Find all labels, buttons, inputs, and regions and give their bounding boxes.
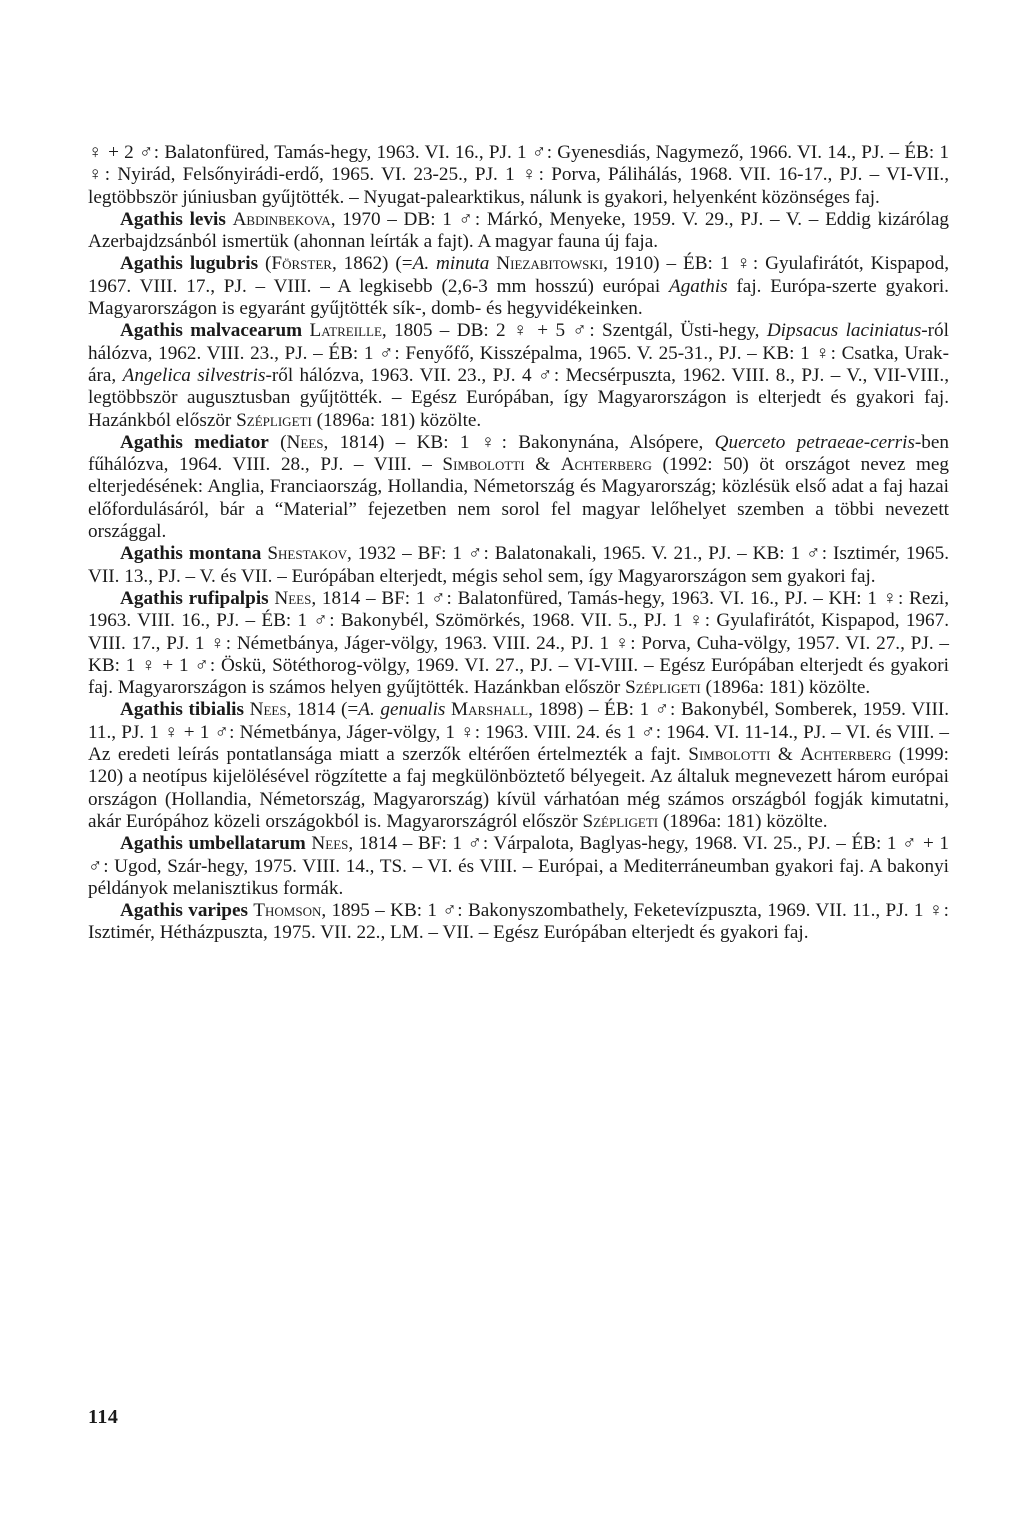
- author-name: Förster: [271, 253, 332, 275]
- plant-name: Angelica silvestris: [122, 364, 266, 386]
- habitat-name: Querceto petraeae-cerris: [714, 431, 915, 453]
- species-name: Agathis mediator: [120, 431, 269, 453]
- author-name: Marshall: [451, 699, 529, 721]
- entry-agathis-tibialis: [88, 699, 949, 833]
- author-name: Abdinbekova: [232, 208, 331, 230]
- page-body: [88, 142, 949, 945]
- author-name: Achterberg: [800, 744, 892, 766]
- entry-text: -ról hálózva, 1962. VIII. 23., PJ. – ÉB: 1 ♂: Fenyőfő, Kisszépalma, 1965. V. 25-31., PJ. – KB: 1 ♀: Csatka, Urak-ára,: [88, 320, 949, 386]
- entry-text: &: [770, 744, 801, 766]
- intro-paragraph: [88, 142, 949, 209]
- plant-name: Dipsacus laciniatus: [766, 320, 922, 342]
- entry-agathis-levis: [88, 209, 949, 254]
- entry-text: , 1814) – KB: 1 ♀: Bakonynána, Alsópere,: [323, 431, 715, 453]
- entry-text: (1896a: 181) közölte.: [700, 677, 871, 699]
- entry-text: , 1814 – BF: 1 ♂: Várpalota, Baglyas-hegy, 1968. VI. 25., PJ. – ÉB: 1 ♂ + 1 ♂: Ugod, Szár-hegy, 1975. VIII. 14., TS. – VI. és VIII. – Európai, a Mediterráneumban gyakori faj. A bakonyi példányok melanisztikus formák.: [88, 833, 949, 899]
- entry-agathis-umbellatarum: [88, 833, 949, 900]
- entry-agathis-lugubris: [88, 253, 949, 320]
- author-name: Szépligeti: [625, 677, 701, 699]
- author-name: Nees: [274, 587, 312, 609]
- species-name: Agathis levis: [120, 208, 226, 230]
- entry-text: (: [258, 253, 272, 275]
- author-name: Thomson: [253, 900, 322, 922]
- synonym-name: A. genualis: [358, 699, 446, 721]
- entry-text: (1999: 120) a neotípus kijelölésével rögzítette a faj megkülönböztető bélyegeit. Az általuk megnevezett három európai országon (Hollandia, Németország, Magyarország) kívül várhatóan még számos országból fogják kimutatni, akár Európához közeli országokból is. Magyarországról először: [88, 744, 949, 832]
- author-name: Nees: [311, 833, 349, 855]
- author-name: Achterberg: [560, 454, 652, 476]
- entry-agathis-varipes: [88, 900, 949, 945]
- entry-text: -ben fűhálózva, 1964. VIII. 28., PJ. – VIII. –: [88, 431, 950, 476]
- page-number: 114: [88, 1406, 119, 1428]
- species-name: Agathis montana: [120, 543, 262, 565]
- entry-text: , 1862) (=: [331, 253, 413, 275]
- species-name: Agathis tibialis: [120, 699, 244, 721]
- species-name: Agathis rufipalpis: [120, 587, 269, 609]
- species-name: Agathis varipes: [120, 900, 248, 922]
- author-name: Simbolotti: [688, 744, 771, 766]
- entry-text: -ről hálózva, 1963. VII. 23., PJ. 4 ♂: Mecsérpuszta, 1962. VIII. 8., PJ. – V., VII-VIII., legtöbbször augusztusban gyűjtötték. – Egész Európában, így Magyarországon is elterjedt és gyakori faj. Hazánkból először: [88, 364, 949, 431]
- entry-agathis-malvacearum: [88, 320, 949, 431]
- entry-text: , 1895 – KB: 1 ♂: Bakonyszombathely, Feketevízpuszta, 1969. VII. 11., PJ. 1 ♀: Isztimér, Hétházpuszta, 1975. VII. 22., LM. – VII. – Egész Európában elterjedt és gyakori faj.: [88, 900, 950, 944]
- entry-text: (1896a: 181) közölte.: [658, 810, 828, 832]
- author-name: Szépligeti: [582, 810, 659, 832]
- species-name: Agathis lugubris: [120, 253, 259, 275]
- entry-text: , 1898) – ÉB: 1 ♂: Bakonybél, Somberek, 1959. VIII. 11., PJ. 1 ♀ + 1 ♂: Németbánya, Jáger-völgy, 1 ♀: 1963. VIII. 24. és 1 ♂: 1964. VI. 11-14., PJ. – VI. és VIII. – Az eredeti leírás pontatlansága miatt a szerzők eltérően értelmezték a fajt.: [88, 699, 950, 766]
- genus-name: Agathis: [668, 275, 728, 297]
- entry-text: (1896a: 181) közölte.: [311, 409, 482, 431]
- entry-text: , 1932 – BF: 1 ♂: Balatonakali, 1965. V. 21., PJ. – KB: 1 ♂: Isztimér, 1965. VII. 13., PJ. – V. és VII. – Európában elterjedt, mégis sehol sem, így Magyarországon sem gyakori faj.: [88, 543, 950, 587]
- species-name: Agathis malvacearum: [120, 320, 303, 342]
- entry-text: (: [268, 431, 287, 453]
- entry-text: , 1910) – ÉB: 1 ♀: Gyulafirátót, Kispapod, 1967. VIII. 17., PJ. – VIII. – A legkisebb (2,6-3 mm hosszú) európai: [88, 253, 950, 297]
- entry-agathis-rufipalpis: [88, 588, 949, 699]
- author-name: Niezabitowski: [496, 253, 604, 275]
- entry-agathis-mediator: [88, 432, 949, 543]
- author-name: Nees: [286, 431, 324, 453]
- author-name: Latreille: [309, 320, 382, 342]
- entry-text: (1992: 50) öt országot nevez meg elterjedésének: Anglia, Franciaország, Hollandia, Németország és Magyarország; közlésük első adat a faj hazai előfordulásáról, bár a “Material” fejezetben nem sorol fel magyar lelőhelyet szemben a többi nevezett országgal.: [88, 454, 949, 543]
- synonym-name: A. minuta: [412, 253, 490, 275]
- species-name: Agathis umbellatarum: [120, 833, 306, 855]
- intro-text: ♀ + 2 ♂: Balatonfüred, Tamás-hegy, 1963. VI. 16., PJ. 1 ♂: Gyenesdiás, Nagymező, 1966. VI. 14., PJ. – ÉB: 1 ♀: Nyirád, Felsőnyirádi-erdő, 1965. VI. 23-25., PJ. 1 ♀: Porva, Pálihálás, 1968. VII. 16-17., PJ. – VI-VII., legtöbbször júniusban gyűjtötték. – Nyugat-palearktikus, nálunk is gyakori, helyenként közönséges faj.: [88, 142, 949, 208]
- entry-agathis-montana: [88, 543, 949, 588]
- entry-text: , 1814 (=: [286, 699, 359, 721]
- entry-text: , 1814 – BF: 1 ♂: Balatonfüred, Tamás-hegy, 1963. VI. 16., PJ. – KH: 1 ♀: Rezi, 1963. VIII. 16., PJ. – ÉB: 1 ♂: Bakonybél, Szömörkés, 1968. VII. 5., PJ. 1 ♀: Gyulafirátót, Kispapod, 1967. VIII. 17., PJ. 1 ♀: Németbánya, Jáger-völgy, 1963. VIII. 24., PJ. 1 ♀: Porva, Cuha-völgy, 1957. VI. 27., PJ. – KB: 1 ♀ + 1 ♂: Öskü, Sötéthorog-völgy, 1969. VI. 27., PJ. – VI-VIII. – Egész Európában elterjedt és gyakori faj. Magyarországon is számos helyen gyűjtötték. Hazánkban először: [88, 587, 950, 699]
- entry-text: faj. Európa-szerte gyakori. Magyarországon is egyaránt gyűjtötték sík-, domb- és hegyvidékeinken.: [88, 275, 949, 320]
- author-name: Nees: [249, 699, 287, 721]
- author-name: Simbolotti: [442, 454, 525, 476]
- entry-text: &: [524, 454, 561, 476]
- entry-text: , 1805 – DB: 2 ♀ + 5 ♂: Szentgál, Üsti-hegy,: [381, 320, 767, 342]
- author-name: Szépligeti: [236, 409, 312, 431]
- entry-text: , 1970 – DB: 1 ♂: Márkó, Menyeke, 1959. V. 29., PJ. – V. – Eddig kizárólag Azerbajdzsánból ismertük (ahonnan leírták a fajt). A magyar fauna új faja.: [88, 208, 949, 253]
- author-name: Shestakov: [267, 543, 348, 565]
